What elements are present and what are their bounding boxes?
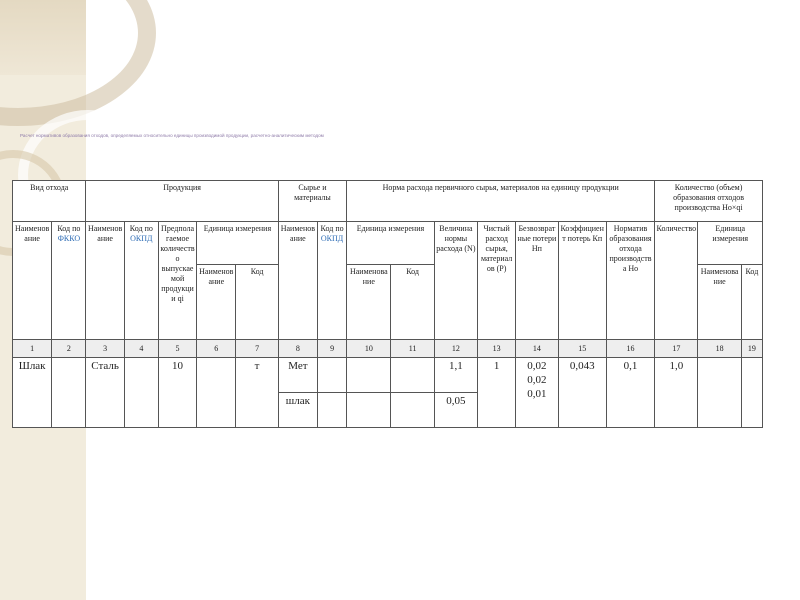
- column-number: 1: [13, 340, 52, 358]
- cell-irrecoverable: [516, 358, 558, 428]
- column-number: 11: [391, 340, 434, 358]
- header-norm: Норма расхода первичного сырья, материалов на единицу продукции: [347, 181, 655, 222]
- header-raw: Сырье и материалы: [278, 181, 346, 222]
- column-number: 3: [86, 340, 124, 358]
- slide-subtitle: Расчет нормативов образования отходов, определяемых относительно единицы производимой продукции, расчетно-аналитическим методом: [20, 133, 324, 138]
- column-number: 7: [236, 340, 278, 358]
- column-number: 15: [558, 340, 606, 358]
- column-number: 16: [606, 340, 654, 358]
- column-number: 14: [516, 340, 558, 358]
- cell-empty: [317, 393, 346, 428]
- irrecoverable-value: 0,01: [527, 387, 547, 400]
- header-name-3: Наименование: [278, 222, 317, 340]
- cell-empty: [741, 358, 762, 428]
- cell-product: Сталь: [86, 358, 124, 428]
- cell-waste: Шлак: [13, 358, 52, 428]
- header-irrecoverable: Безвозвратные потери Нп: [516, 222, 558, 340]
- cell-net: 1: [478, 358, 516, 428]
- decor-arc: [0, 0, 156, 126]
- column-number: 6: [197, 340, 236, 358]
- cell-empty: [52, 358, 86, 428]
- column-number: 4: [124, 340, 158, 358]
- header-waste-type: Вид отхода: [13, 181, 86, 222]
- column-number: 9: [317, 340, 346, 358]
- cell-empty: [698, 358, 741, 428]
- code-label: Код по: [129, 224, 153, 233]
- cell-waste-norm: 0,1: [606, 358, 654, 428]
- column-number: 18: [698, 340, 741, 358]
- header-unit-3: Единица измерения: [698, 222, 763, 265]
- header-unit-1: Единица измерения: [197, 222, 279, 265]
- header-unit-1-code: Код: [236, 265, 278, 340]
- header-unit-1-name: Наименование: [197, 265, 236, 340]
- cell-empty: [317, 358, 346, 393]
- cell-norm-2: 0,05: [434, 393, 477, 428]
- column-number: 10: [347, 340, 391, 358]
- irrecoverable-value: 0,02: [527, 373, 547, 386]
- cell-qty: 1,0: [655, 358, 698, 428]
- cell-empty: [124, 358, 158, 428]
- column-number: 8: [278, 340, 317, 358]
- cell-raw-2: шлак: [278, 393, 317, 428]
- header-unit-2-name: Наименование: [347, 265, 391, 340]
- header-unit-2: Единица измерения: [347, 222, 435, 265]
- header-name-1: Наименование: [13, 222, 52, 340]
- header-net: Чистый расход сырья, материалов (Р): [478, 222, 516, 340]
- header-unit-3-code: Код: [741, 265, 762, 340]
- column-number: 12: [434, 340, 477, 358]
- fkko-link[interactable]: ФККО: [57, 234, 81, 243]
- column-number: 13: [478, 340, 516, 358]
- code-label: Код по: [320, 224, 344, 233]
- cell-unit-code: т: [236, 358, 278, 428]
- header-unit-2-code: Код: [391, 265, 434, 340]
- column-number: 19: [741, 340, 762, 358]
- cell-norm-1: 1,1: [434, 358, 477, 393]
- header-planned: Предполагаемое количество выпускаемой продукции qi: [158, 222, 196, 340]
- okpd-link[interactable]: ОКПД: [130, 234, 153, 243]
- column-number: 2: [52, 340, 86, 358]
- irrecoverable-value: 0,02: [527, 360, 547, 372]
- code-label: Код по: [57, 224, 81, 233]
- header-norm-value: Величина нормы расхода (N): [434, 222, 477, 340]
- cell-empty: [197, 358, 236, 428]
- header-code-okpd-a: [124, 222, 158, 340]
- cell-loss-coef: 0,043: [558, 358, 606, 428]
- waste-norm-table: [12, 180, 763, 428]
- header-code-fkko: [52, 222, 86, 340]
- header-unit-3-name: Наименование: [698, 265, 741, 340]
- header-waste-norm: Норматив образования отхода производства Но: [606, 222, 654, 340]
- okpd-link[interactable]: ОКПД: [320, 234, 344, 243]
- column-number: 17: [655, 340, 698, 358]
- header-qty: Количество: [655, 222, 698, 340]
- cell-planned: 10: [158, 358, 196, 428]
- cell-empty: [347, 358, 391, 393]
- cell-empty: [391, 393, 434, 428]
- header-quantity: Количество (объем) образования отходов производства Но×qi: [655, 181, 763, 222]
- header-loss-coef: Коэффициент потерь Кп: [558, 222, 606, 340]
- header-name-2: Наименование: [86, 222, 124, 340]
- cell-empty: [391, 358, 434, 393]
- header-code-okpd-b: [317, 222, 346, 340]
- cell-empty: [347, 393, 391, 428]
- column-number: 5: [158, 340, 196, 358]
- header-product: Продукция: [86, 181, 278, 222]
- cell-raw-1: Мет: [278, 358, 317, 393]
